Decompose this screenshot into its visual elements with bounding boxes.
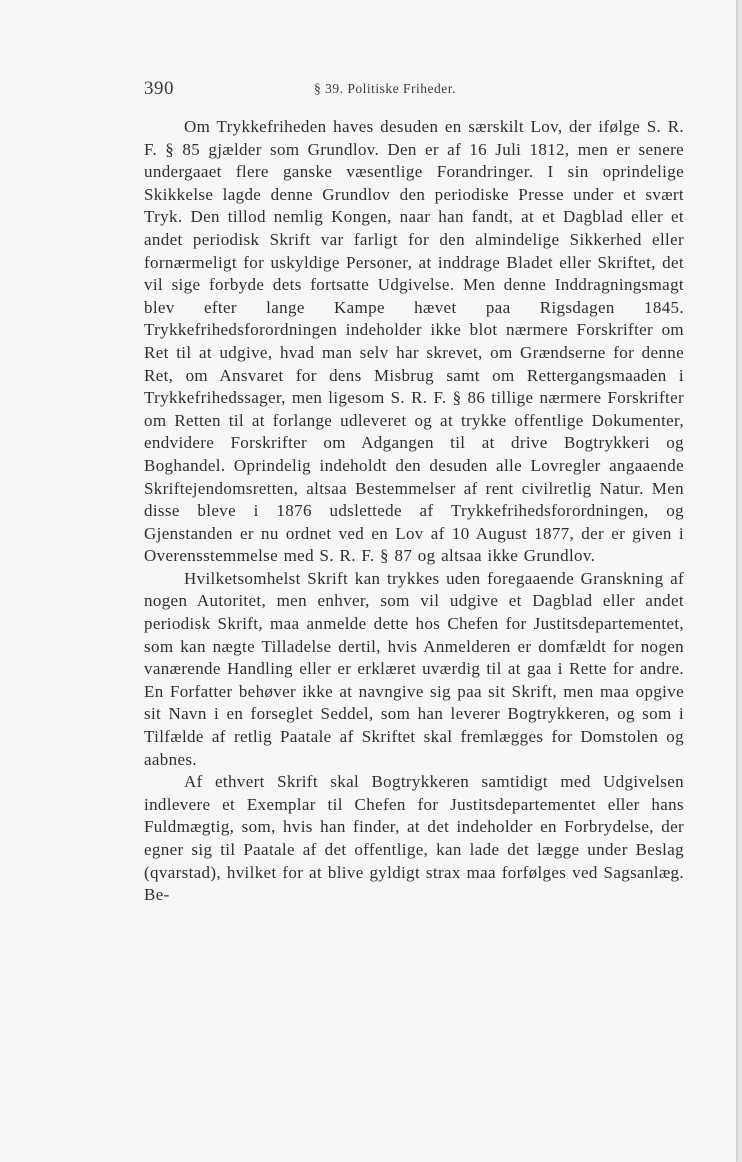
page-number: 390 bbox=[144, 78, 174, 99]
paragraph-1: Om Trykkefriheden haves desuden en særskilt Lov, der ifølge S. R. F. § 85 gjælder som Grundlov. Den er af 16 Juli 1812, men er senere undergaaet flere ganske væsentlige Forandringer. I sin oprindelige Skikkelse lagde denne Grundlov den periodiske Presse under et svært Tryk. Den tillod nemlig Kongen, naar han fandt, at et Dagblad eller et andet periodisk Skrift var farligt for den almindelige Sikkerhed eller fornærmeligt for uskyldige Personer, at inddrage Bladet eller Skriftet, det vil sige forbyde dets fortsatte Udgivelse. Men denne Inddragningsmagt blev efter lange Kampe hævet paa Rigsdagen 1845. Trykkefrihedsforordningen indeholder ikke blot nærmere Forskrifter om Ret til at udgive, hvad man selv har skrevet, om Grændserne for denne Ret, om Ansvaret for dens Misbrug samt om Rettergangsmaaden i Trykkefrihedssager, men ligesom S. R. F. § 86 tillige nærmere Forskrifter om Retten til at forlange udleveret og at trykke offentlige Dokumenter, endvidere Forskrifter om Adgangen til at drive Bogtrykkeri og Boghandel. Oprindelig indeholdt den desuden alle Lovregler angaaende Skriftejendomsretten, altsaa Bestemmelser af rent civilretlig Natur. Men disse bleve i 1876 udslettede af Trykkefrihedsforordningen, og Gjenstanden er nu ordnet ved en Lov af 10 August 1877, der er given i Overensstemmelse med S. R. F. § 87 og altsaa ikke Grundlov. bbox=[144, 117, 684, 566]
paragraph-2: Hvilketsomhelst Skrift kan trykkes uden foregaaende Granskning af nogen Autoritet, men enhver, som vil udgive et Dagblad eller andet periodisk Skrift, maa anmelde dette hos Chefen for Justitsdepartementet, som kan nægte Tilladelse dertil, hvis Anmelderen er domfældt for nogen vanærende Handling eller er erklæret uværdig til at gaa i Rette for andre. En Forfatter behøver ikke at navngive sig paa sit Skrift, men maa opgive sit Navn i en forseglet Seddel, som han leverer Bogtrykkeren, og som i Tilfælde af retlig Paatale af Skriftet skal fremlægges for Domstolen og aabnes. bbox=[144, 568, 684, 769]
page-header bbox=[144, 76, 684, 102]
paragraph-3: Af ethvert Skrift skal Bogtrykkeren samtidigt med Udgivelsen indlevere et Exemplar til Chefen for Justitsdepartementet eller hans Fuldmægtig, som, hvis han finder, at det indeholder en Forbrydelse, der egner sig til Paatale af det offentlige, kan lade det lægge under Beslag (qvarstad), hvilket for at blive gyldigt strax maa forfølges ved Sagsanlæg. Be- bbox=[144, 772, 684, 905]
body-text bbox=[144, 116, 684, 907]
running-title: § 39. Politiske Friheder. bbox=[314, 81, 456, 96]
